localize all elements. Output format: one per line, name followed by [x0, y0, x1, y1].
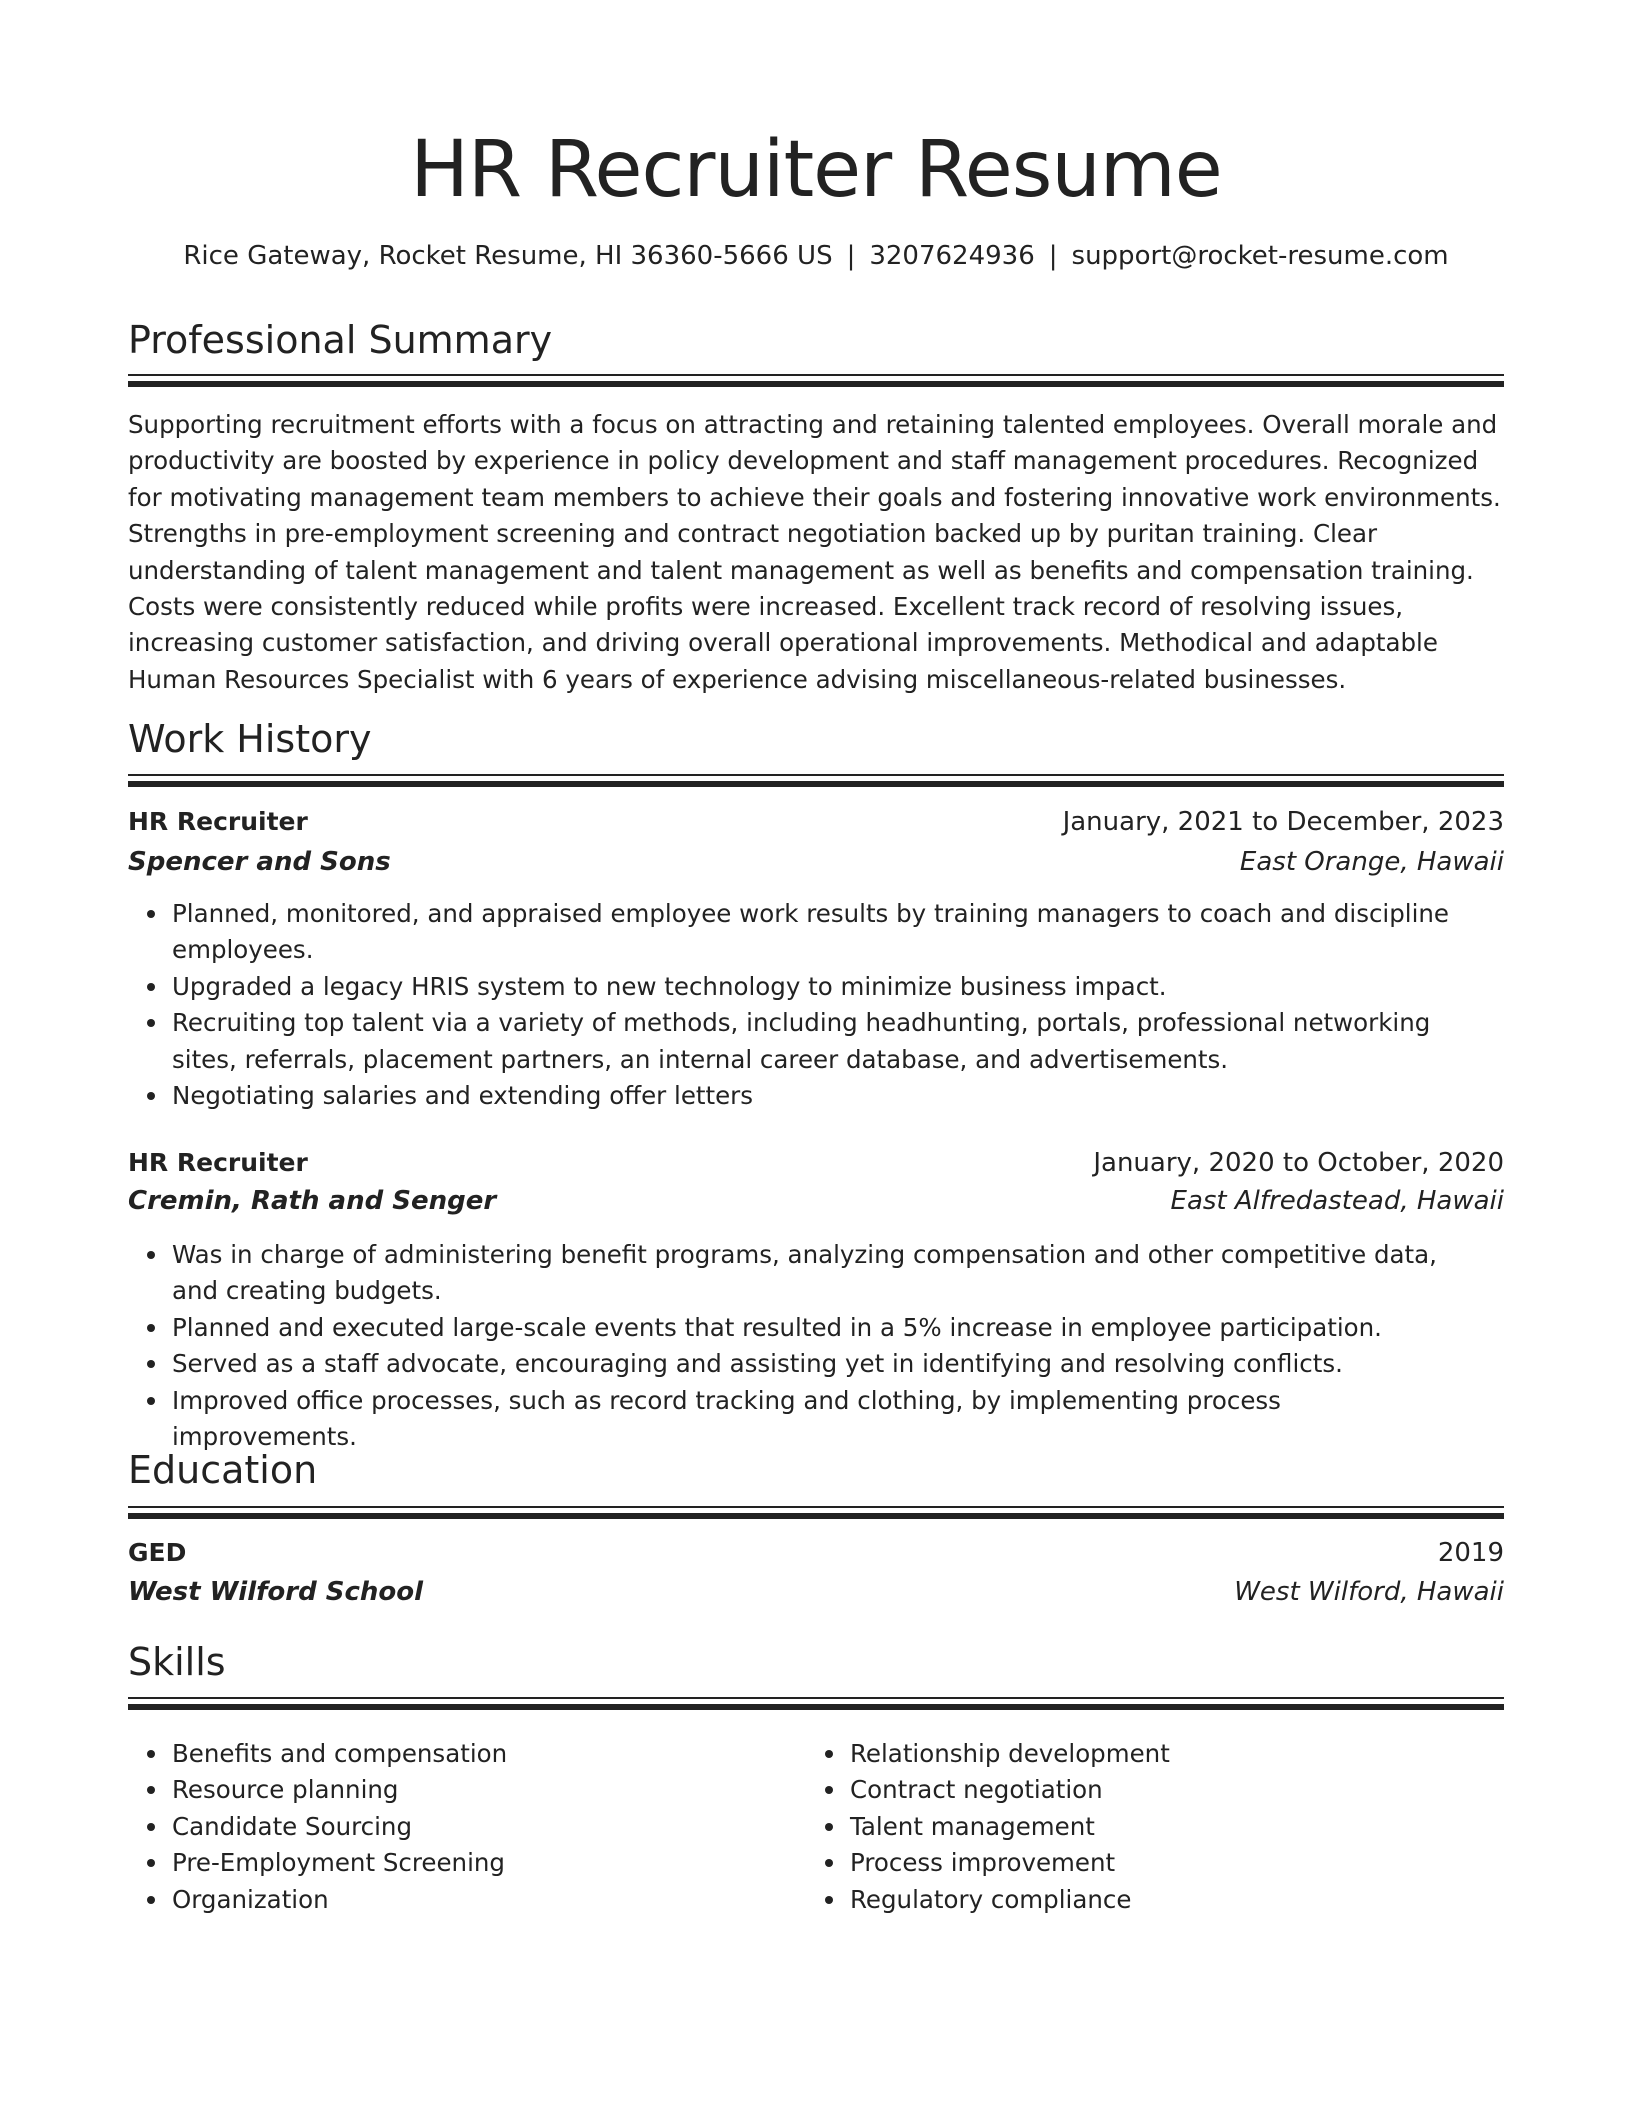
list-item: Planned and executed large-scale events that resulted in a 5% increase in employee participation.	[172, 1310, 1504, 1346]
skills-list-right	[806, 1736, 1486, 1918]
education-header-row	[128, 1534, 1504, 1572]
contact-line	[128, 238, 1504, 274]
job-employer: Cremin, Rath and Senger	[128, 1186, 497, 1216]
job-employer-row	[128, 1182, 1504, 1220]
skill-item: Process improvement	[850, 1845, 1486, 1881]
section-heading-skills: Skills	[128, 1640, 226, 1684]
section-heading-work-history: Work History	[128, 717, 372, 761]
list-item: Was in charge of administering benefit programs, analyzing compensation and other competitive data, and creating budgets.	[172, 1237, 1504, 1310]
section-heading-summary: Professional Summary	[128, 318, 553, 362]
job-dates: January, 2020 to October, 2020	[1093, 1148, 1504, 1178]
skill-item: Benefits and compensation	[172, 1736, 808, 1772]
job-dates: January, 2021 to December, 2023	[1062, 807, 1504, 837]
skill-item: Resource planning	[172, 1772, 808, 1808]
job-location: East Alfredastead, Hawaii	[1170, 1186, 1504, 1216]
contact-separator: |	[1048, 241, 1058, 271]
list-item: Negotiating salaries and extending offer letters	[172, 1078, 1504, 1114]
skill-item: Talent management	[850, 1809, 1486, 1845]
job-title: HR Recruiter	[128, 1148, 308, 1177]
skill-item: Regulatory compliance	[850, 1882, 1486, 1918]
skill-item: Organization	[172, 1882, 808, 1918]
job-employer-row	[128, 843, 1504, 881]
education-school-row	[128, 1573, 1504, 1611]
job-bullet-list	[128, 1237, 1504, 1455]
section-divider	[128, 774, 1504, 787]
education-school: West Wilford School	[128, 1577, 424, 1607]
skills-list-left	[128, 1736, 808, 1918]
job-header-row	[128, 803, 1504, 841]
section-divider	[128, 1697, 1504, 1710]
list-item: Recruiting top talent via a variety of methods, including headhunting, portals, professional networking sites, referrals, placement partners, an internal career database, and advertisements.	[172, 1005, 1504, 1078]
section-divider	[128, 1506, 1504, 1519]
summary-text: Supporting recruitment efforts with a focus on attracting and retaining talented employees. Overall morale and productivity are boosted by experience in policy development and staff management procedures. Recognized for motivating management team members to achieve their goals and fostering innovative work environments. Strengths in pre-employment screening and contract negotiation backed up by puritan training. Clear understanding of talent management and talent management as well as benefits and compensation training. Costs were consistently reduced while profits were increased. Excellent track record of resolving issues, increasing customer satisfaction, and driving overall operational improvements. Methodical and adaptable Human Resources Specialist with 6 years of experience advising miscellaneous-related businesses.	[128, 410, 1501, 694]
contact-phone: 3207624936	[869, 241, 1035, 271]
job-bullet-list	[128, 896, 1504, 1114]
skill-item: Relationship development	[850, 1736, 1486, 1772]
resume-title: HR Recruiter Resume	[410, 125, 1222, 215]
list-item: Served as a staff advocate, encouraging and assisting yet in identifying and resolving conflicts.	[172, 1346, 1504, 1382]
list-item: Improved office processes, such as record tracking and clothing, by implementing process improvements.	[172, 1383, 1504, 1456]
job-title: HR Recruiter	[128, 807, 308, 836]
education-degree: GED	[128, 1538, 187, 1567]
section-divider	[128, 374, 1504, 387]
list-item: Planned, monitored, and appraised employee work results by training managers to coach and discipline employees.	[172, 896, 1504, 969]
skill-item: Contract negotiation	[850, 1772, 1486, 1808]
contact-address: Rice Gateway, Rocket Resume, HI 36360-5666 US	[183, 241, 833, 271]
list-item: Upgraded a legacy HRIS system to new technology to minimize business impact.	[172, 969, 1504, 1005]
job-location: East Orange, Hawaii	[1239, 847, 1504, 877]
skill-item: Pre-Employment Screening	[172, 1845, 808, 1881]
contact-email: support@rocket-resume.com	[1071, 241, 1449, 271]
job-header-row	[128, 1144, 1504, 1182]
education-location: West Wilford, Hawaii	[1234, 1577, 1504, 1607]
contact-separator: |	[846, 241, 856, 271]
skill-item: Candidate Sourcing	[172, 1809, 808, 1845]
job-employer: Spencer and Sons	[128, 847, 391, 877]
education-year: 2019	[1437, 1538, 1504, 1568]
section-heading-education: Education	[128, 1448, 318, 1492]
